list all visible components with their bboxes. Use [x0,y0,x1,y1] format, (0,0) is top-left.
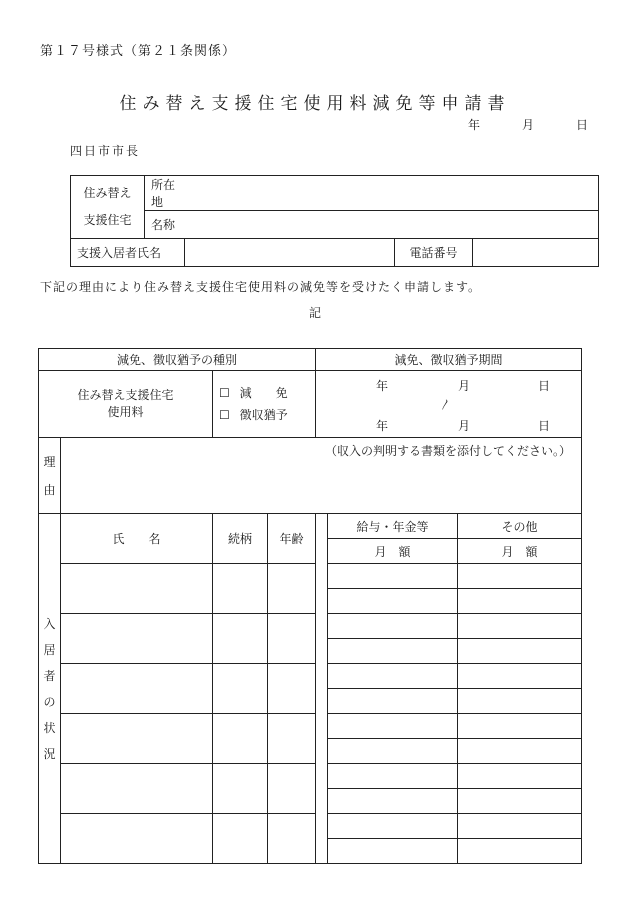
date-year-label: 年 [468,118,481,132]
resident-salary-cell[interactable] [328,564,458,589]
date-month-label: 月 [522,118,535,132]
period-end-year: 年 [376,419,389,433]
reduction-item-label: 住み替え支援住宅 使用料 [39,371,213,438]
resident-relation-cell[interactable] [213,664,268,714]
reason-note: （収入の判明する書類を添付してください。） [325,444,572,458]
resident-other-subcell[interactable] [458,689,582,714]
resident-other-cell[interactable] [458,664,582,689]
resident-salary-cell[interactable] [328,714,458,739]
period-start-month: 月 [458,379,471,393]
period-end-month: 月 [458,419,471,433]
resident-name-cell[interactable] [61,564,213,614]
col-other-monthly: 月 額 [458,539,582,564]
resident-salary-cell[interactable] [328,764,458,789]
resident-salary-subcell[interactable] [328,789,458,814]
resident-name-cell[interactable] [61,664,213,714]
residents-side-label: 入 居 者 の 状 況 [39,514,61,864]
resident-relation-cell[interactable] [213,614,268,664]
resident-other-subcell[interactable] [458,739,582,764]
resident-age-cell[interactable] [268,764,316,814]
resident-other-subcell[interactable] [458,839,582,864]
resident-salary-subcell[interactable] [328,689,458,714]
resident-salary-cell[interactable] [328,664,458,689]
resident-name-label: 支援入居者氏名 [71,239,185,267]
resident-name-cell[interactable] [61,714,213,764]
resident-salary-subcell[interactable] [328,589,458,614]
property-table [70,175,599,267]
reason-label: 理 由 [39,438,61,514]
resident-other-cell[interactable] [458,764,582,789]
resident-other-subcell[interactable] [458,589,582,614]
resident-salary-subcell[interactable] [328,739,458,764]
resident-other-cell[interactable] [458,614,582,639]
name-field[interactable] [185,211,599,239]
period-start-year: 年 [376,379,389,393]
resident-relation-cell[interactable] [213,764,268,814]
col-salary-header: 給与・年金等 [328,514,458,539]
col-relation-header: 続柄 [213,514,268,564]
col-age-header: 年齢 [268,514,316,564]
checkbox-icon[interactable]: ☐ [219,408,230,422]
phone-field[interactable] [473,239,599,267]
phone-label: 電話番号 [395,239,473,267]
document-title: 住み替え支援住宅使用料減免等申請書 [119,94,511,114]
period-start-day: 日 [538,379,551,393]
reduction-type-header: 減免、徴収猶予の種別 [39,349,316,371]
resident-salary-subcell[interactable] [328,839,458,864]
reduction-period-header: 減免、徴収猶予期間 [316,349,582,371]
checkbox-icon[interactable]: ☐ [219,386,230,400]
resident-salary-cell[interactable] [328,614,458,639]
resident-other-subcell[interactable] [458,789,582,814]
period-end-day: 日 [538,419,551,433]
location-field[interactable] [185,176,599,211]
column-spacer [316,514,328,864]
option-deferment[interactable]: ☐ 徴収猶予 [219,408,288,422]
resident-relation-cell[interactable] [213,814,268,864]
resident-name-cell[interactable] [61,764,213,814]
resident-name-field[interactable] [185,239,395,267]
resident-other-cell[interactable] [458,814,582,839]
resident-name-cell[interactable] [61,814,213,864]
ki-marker: 記 [308,306,321,320]
resident-age-cell[interactable] [268,814,316,864]
resident-salary-subcell[interactable] [328,639,458,664]
resident-salary-cell[interactable] [328,814,458,839]
period-separator: 〳 [440,398,451,411]
col-salary-monthly: 月 額 [328,539,458,564]
resident-other-cell[interactable] [458,714,582,739]
location-label: 所在地 [145,176,185,211]
reason-field[interactable] [61,438,582,514]
resident-age-cell[interactable] [268,564,316,614]
name-label: 名称 [145,211,185,239]
property-group-label: 住み替え 支援住宅 [71,176,145,239]
addressee: 四日市市長 [70,144,141,158]
resident-relation-cell[interactable] [213,564,268,614]
period-field[interactable] [316,371,582,438]
resident-other-cell[interactable] [458,564,582,589]
option-reduction[interactable]: ☐ 減 免 [219,386,288,400]
resident-age-cell[interactable] [268,664,316,714]
resident-age-cell[interactable] [268,714,316,764]
application-statement: 下記の理由により住み替え支援住宅使用料の減免等を受けたく申請します。 [40,280,482,294]
form-number: 第１７号様式（第２１条関係） [40,44,237,59]
resident-name-cell[interactable] [61,614,213,664]
resident-other-subcell[interactable] [458,639,582,664]
resident-relation-cell[interactable] [213,714,268,764]
col-name-header: 氏 名 [61,514,213,564]
col-other-header: その他 [458,514,582,539]
main-table [38,348,582,864]
date-day-label: 日 [576,118,589,132]
resident-age-cell[interactable] [268,614,316,664]
